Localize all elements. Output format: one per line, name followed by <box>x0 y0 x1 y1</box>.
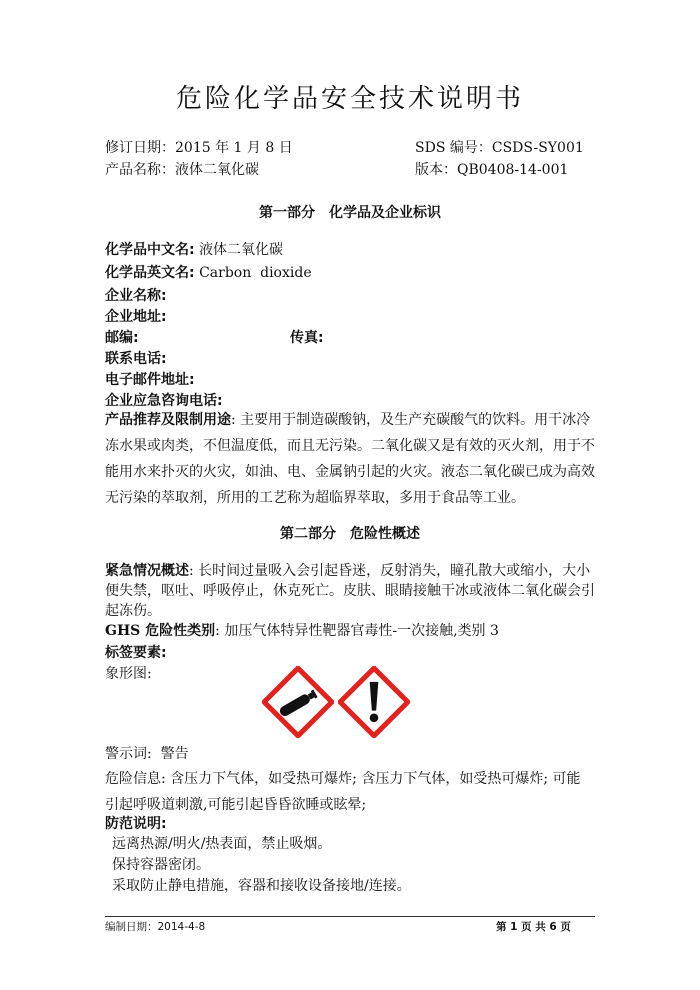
precaution-item: 采取防止静电措施，容器和接收设备接地/连接。 <box>112 878 411 894</box>
pictogram-label: 象形图: <box>105 666 152 682</box>
page-number: 第 1 页 共 6 页 <box>496 921 571 933</box>
cn-name-row <box>105 240 283 260</box>
cn-name-label: 化学品中文名: <box>105 242 195 258</box>
label-elements-row <box>105 643 167 663</box>
compile-date: 编制日期：2014-4-8 <box>105 921 206 933</box>
emergency-overview <box>105 561 605 621</box>
recommended-use-line-4: 无污染的萃取剂，所用的工艺称为超临界萃取，多用于食品等工业。 <box>105 490 525 506</box>
address-row <box>105 307 167 327</box>
ghs-label-prefix: GHS <box>105 623 141 639</box>
product-name-label: 产品名称： <box>105 162 175 178</box>
part1-heading: 第一部分 化学品及企业标识 <box>259 205 441 221</box>
emergency-overview-line-2: 便失禁，呕吐、呼吸停止，休克死亡。皮肤、眼睛接触干冰或液体二氧化碳会引 <box>105 583 595 599</box>
emergency-overview-label: 紧急情况概述 <box>105 563 189 579</box>
sds-number-label: SDS 编号： <box>415 140 492 156</box>
product-name-value: 液体二氧化碳 <box>175 162 259 178</box>
recommended-use-label: 产品推荐及限制用途 <box>105 412 231 428</box>
precaution-item: 保持容器密闭。 <box>112 857 210 873</box>
emergency-overview-line-3: 起冻伤。 <box>105 603 161 619</box>
footer-divider <box>105 916 595 917</box>
ghs-pictograms <box>262 666 410 736</box>
signal-word: 警示词: 警告 <box>105 746 189 762</box>
recommended-use-line-3: 能用水来扑灭的火灾，如油、电、金属钠引起的火灾。液态二氧化碳已成为高效 <box>105 464 595 480</box>
document-title: 危险化学品安全技术说明书 <box>175 84 524 114</box>
ghs-label: 危险性类别 <box>140 623 216 639</box>
company-label: 企业名称: <box>105 288 167 304</box>
precaution-label: 防范说明: <box>105 816 167 832</box>
hazard-line-1: 危险信息: 含压力下气体，如受热可爆炸; 含压力下气体，如受热可爆炸; 可能 <box>105 771 581 787</box>
exclamation-pictogram-icon <box>338 666 410 738</box>
pictogram-row <box>105 664 152 684</box>
label-elements-label: 标签要素: <box>105 645 167 661</box>
recommended-use-line-2: 冻水果或肉类，不但温度低，而且无污染。二氧化碳又是有效的灭火剂，用于不 <box>105 438 595 454</box>
version-value: QB0408-14-001 <box>457 162 569 178</box>
sds-number <box>415 137 584 157</box>
sds-number-value: CSDS-SY001 <box>491 140 584 156</box>
en-name-value: Carbon dioxide <box>199 265 312 281</box>
hazard-statements <box>105 766 605 818</box>
ghs-category-row <box>105 621 499 641</box>
cn-name-value: 液体二氧化碳 <box>199 242 284 258</box>
recommended-use-line-1: : 主要用于制造碳酸钠，及生产充碳酸气的饮料。用干冰冷 <box>231 412 591 428</box>
email-label: 电子邮件地址: <box>105 372 195 388</box>
gas-cylinder-pictogram-icon <box>262 666 334 738</box>
en-name-row <box>105 263 312 283</box>
precaution-item: 远离热源/明火/热表面，禁止吸烟。 <box>112 836 332 852</box>
fax-label: 传真: <box>290 330 324 346</box>
part2-heading: 第二部分 危险性概述 <box>280 526 420 542</box>
revision-date-value: 2015 年 1 月 8 日 <box>175 140 293 156</box>
version <box>415 159 568 179</box>
postcode-row <box>105 328 139 348</box>
en-name-label: 化学品英文名: <box>105 265 195 281</box>
hazard-line-2: 引起呼吸道刺激,可能引起昏昏欲睡或眩晕; <box>105 797 367 813</box>
recommended-use <box>105 407 605 511</box>
precaution-row <box>105 814 167 834</box>
signal-word-row <box>105 744 189 764</box>
emergency-overview-line-1: : 长时间过量吸入会引起昏迷，反射消失，瞳孔散大或缩小，大小 <box>189 563 591 579</box>
emergency-phone-label: 企业应急咨询电话: <box>105 393 223 409</box>
revision-date <box>105 137 293 157</box>
fax-row <box>290 328 324 348</box>
revision-date-label: 修订日期： <box>105 140 175 156</box>
ghs-value: : 加压气体特异性靶器官毒性-一次接触,类别 3 <box>215 623 499 639</box>
phone-label: 联系电话: <box>105 351 167 367</box>
address-label: 企业地址: <box>105 309 167 325</box>
phone-row <box>105 349 167 369</box>
company-row <box>105 286 167 306</box>
postcode-label: 邮编: <box>105 330 139 346</box>
version-label: 版本： <box>415 162 457 178</box>
email-row <box>105 370 195 390</box>
product-name <box>105 159 259 179</box>
